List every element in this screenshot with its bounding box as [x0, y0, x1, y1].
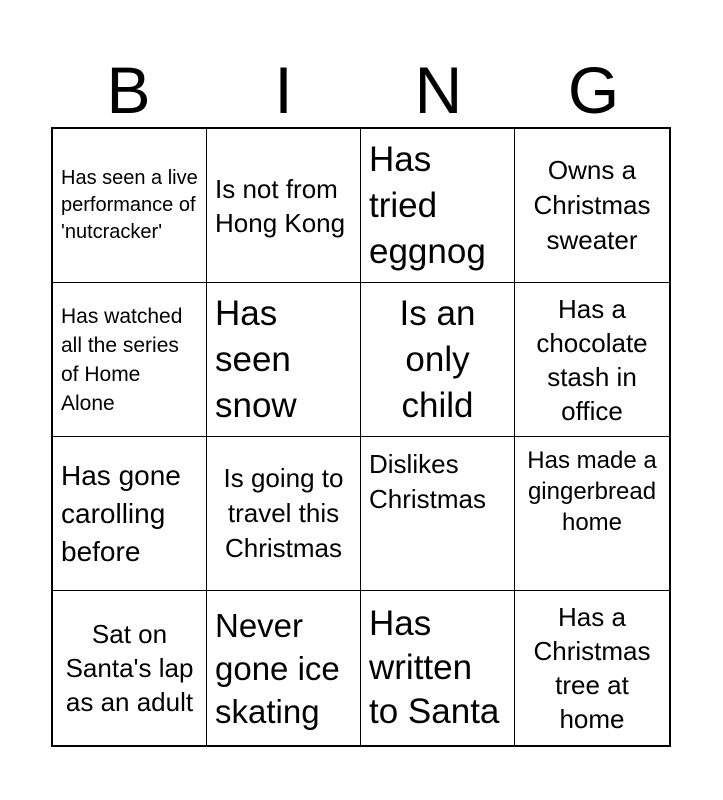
bingo-cell[interactable] [361, 591, 515, 745]
cell-text: Has tried eggnog [369, 139, 486, 271]
header-letter-n: N [414, 53, 463, 127]
cell-text: Sat on Santa's lap as an adult [65, 619, 194, 717]
bingo-cell[interactable] [515, 437, 669, 591]
cell-text: Dislikes Christmas [369, 449, 487, 514]
cell-text: Has a Christmas tree at home [533, 602, 651, 734]
bingo-cell[interactable] [515, 283, 669, 437]
bingo-cell[interactable] [53, 283, 207, 437]
bingo-cell[interactable] [207, 129, 361, 283]
cell-text: Is not from Hong Kong [215, 173, 346, 238]
cell-text: Has seen a live performance of 'nutcracker' [61, 167, 198, 243]
cell-text: Has watched all the series of Home Alone [61, 304, 183, 415]
bingo-cell[interactable] [53, 129, 207, 283]
bingo-cell[interactable] [53, 591, 207, 745]
cell-text: Has gone carolling before [61, 459, 181, 567]
cell-text: Owns a Christmas sweater [533, 155, 651, 255]
bingo-cell[interactable] [207, 283, 361, 437]
bingo-cell[interactable] [361, 437, 515, 591]
cell-text: Is going to travel this Christmas [223, 463, 344, 563]
header-letter-g: G [567, 53, 620, 127]
cell-text: Is an only child [399, 293, 476, 425]
bingo-cell[interactable] [361, 129, 515, 283]
bingo-cell[interactable] [207, 437, 361, 591]
bingo-cell[interactable] [515, 129, 669, 283]
bingo-header [51, 52, 671, 128]
header-letter-b: B [106, 53, 151, 127]
cell-text: Has a chocolate stash in office [536, 293, 648, 426]
bingo-cell[interactable] [207, 591, 361, 745]
cell-text: Never gone ice skating [215, 606, 340, 730]
bingo-cell[interactable] [361, 283, 515, 437]
bingo-cell[interactable] [53, 437, 207, 591]
bingo-card [51, 127, 671, 747]
cell-text: Has seen snow [215, 293, 297, 425]
bingo-cell[interactable] [515, 591, 669, 745]
cell-text: Has made a gingerbread home [527, 447, 657, 536]
header-letter-i: I [274, 53, 293, 127]
cell-text: Has written to Santa [369, 604, 500, 731]
